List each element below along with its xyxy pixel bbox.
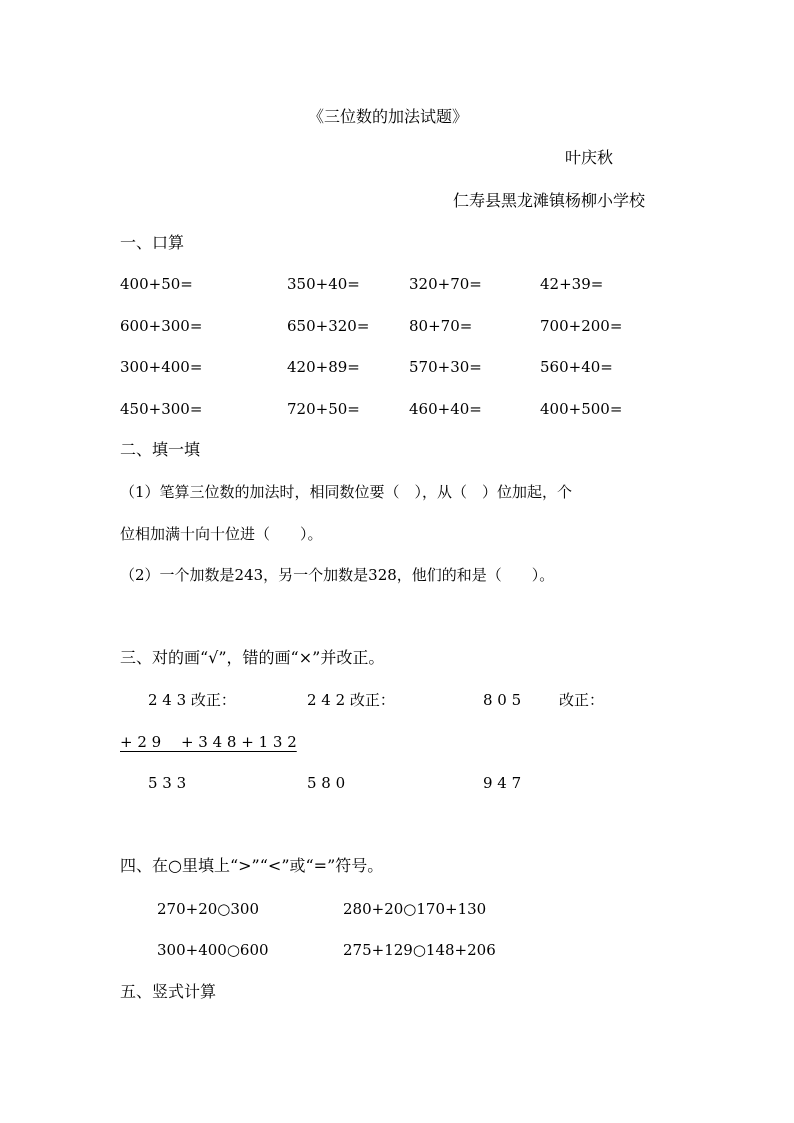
vertical-calc-addends: + 2 9 + 3 4 8 + 1 3 2 bbox=[120, 733, 297, 751]
oral-item: 300+400= bbox=[120, 358, 203, 376]
section2-heading: 二、填一填 bbox=[120, 440, 201, 459]
school-name: 仁寿县黑龙滩镇杨柳小学校 bbox=[453, 191, 646, 210]
vertical-calc-sum: 5 3 3 bbox=[148, 774, 187, 792]
fill-question-2: （2）一个加数是243，另一个加数是328，他们的和是（ ）。 bbox=[120, 566, 555, 584]
oral-item: 700+200= bbox=[540, 317, 623, 335]
oral-item: 450+300= bbox=[120, 400, 203, 418]
oral-item: 400+50= bbox=[120, 275, 193, 293]
compare-item: 270+20○300 bbox=[157, 900, 260, 918]
oral-item: 42+39= bbox=[540, 275, 604, 293]
compare-item: 275+129○148+206 bbox=[343, 941, 496, 959]
vertical-calc-sum: 9 4 7 bbox=[483, 774, 522, 792]
oral-item: 650+320= bbox=[287, 317, 370, 335]
oral-item: 80+70= bbox=[409, 317, 473, 335]
page-title: 《三位数的加法试题》 bbox=[308, 107, 469, 126]
compare-item: 280+20○170+130 bbox=[343, 900, 487, 918]
fill-question-1-line-2: 位相加满十向十位进（ ）。 bbox=[120, 525, 323, 543]
correction-label: 改正： bbox=[559, 691, 605, 709]
fill-question-1-line-1: （1）笔算三位数的加法时，相同数位要（ ），从（ ）位加起，个 bbox=[120, 483, 573, 501]
oral-item: 460+40= bbox=[409, 400, 482, 418]
vertical-calc-sum: 5 8 0 bbox=[307, 774, 346, 792]
oral-item: 720+50= bbox=[287, 400, 360, 418]
vertical-calc-top: 2 4 3 改正： bbox=[148, 691, 236, 709]
section4-heading: 四、在○里填上“>”“<”或“=”符号。 bbox=[120, 856, 384, 875]
vertical-calc-top: 8 0 5 bbox=[483, 691, 522, 709]
compare-item: 300+400○600 bbox=[157, 941, 269, 959]
section1-heading: 一、口算 bbox=[120, 233, 185, 252]
author-name: 叶庆秋 bbox=[565, 148, 614, 167]
vertical-calc-top: 2 4 2 改正： bbox=[307, 691, 395, 709]
oral-item: 570+30= bbox=[409, 358, 482, 376]
oral-item: 320+70= bbox=[409, 275, 482, 293]
section5-heading: 五、竖式计算 bbox=[120, 982, 217, 1001]
oral-item: 560+40= bbox=[540, 358, 613, 376]
oral-item: 420+89= bbox=[287, 358, 360, 376]
oral-item: 350+40= bbox=[287, 275, 360, 293]
oral-item: 400+500= bbox=[540, 400, 623, 418]
oral-item: 600+300= bbox=[120, 317, 203, 335]
section3-heading: 三、对的画“√”，错的画“×”并改正。 bbox=[120, 648, 385, 667]
